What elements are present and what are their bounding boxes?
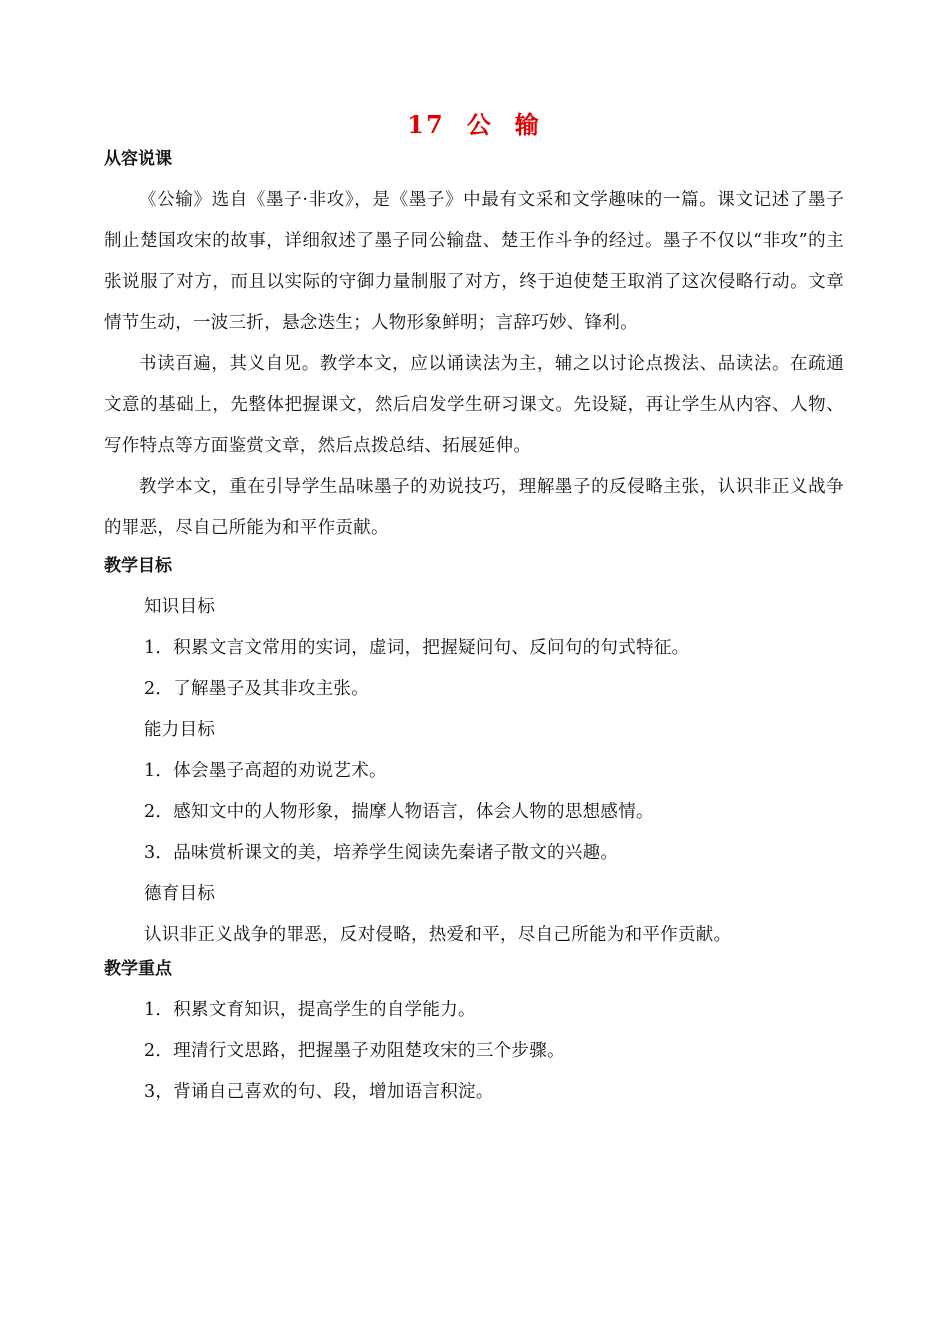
section-heading-zhongdian: 教学重点 [104,959,172,979]
subheading-zhishi: 知识目标 [144,597,216,617]
section-heading-congrong: 从容说课 [104,149,172,169]
subheading-nengli: 能力目标 [144,720,216,740]
subheading-deyu: 德育目标 [144,884,216,904]
title-char-1: 公 [466,110,493,139]
section-heading-mubiao: 教学目标 [104,556,172,576]
list-item-nengli-3: 3．品味赏析课文的美，培养学生阅读先秦诸子散文的兴趣。 [144,843,619,863]
list-item-zhishi-1: 1．积累文言文常用的实词，虚词，把握疑问句、反问句的句式特征。 [144,638,690,658]
list-item-nengli-2: 2．感知文中的人物形象，揣摩人物语言，体会人物的思想感情。 [144,802,654,822]
title-char-2: 输 [514,110,541,139]
paragraph-intro-2: 书读百遍，其义自见。教学本文，应以诵读法为主，辅之以讨论点拨法、品读法。在疏通文意的基础上，先整体把握课文，然后启发学生研习课文。先设疑，再让学生从内容、人物、写作特点等方面鉴赏文章，然后点拨总结、拓展延伸。 [104,354,844,456]
title-number: 17 [407,110,445,139]
paragraph-intro-1: 《公输》选自《墨子·非攻》，是《墨子》中最有文采和文学趣味的一篇。课文记述了墨子制止楚国攻宋的故事，详细叙述了墨子同公输盘、楚王作斗争的经过。墨子不仅以“非攻”的主张说服了对方，而且以实际的守御力量制服了对方，终于迫使楚王取消了这次侵略行动。文章情节生动，一波三折，悬念迭生；人物形象鲜明；言辞巧妙、锋利。 [104,190,844,333]
list-item-zhongdian-1: 1．积累文育知识，提高学生的自学能力。 [144,1000,476,1020]
list-item-nengli-1: 1．体会墨子高超的劝说艺术。 [144,761,387,781]
list-item-zhongdian-3: 3，背诵自己喜欢的句、段，增加语言积淀。 [144,1082,494,1102]
deyu-text: 认识非正义战争的罪恶，反对侵略，热爱和平，尽自己所能为和平作贡献。 [144,925,732,945]
document-page [104,108,844,1113]
paragraph-intro-3: 教学本文，重在引导学生品味墨子的劝说技巧，理解墨子的反侵略主张，认识非正义战争的罪恶，尽自己所能为和平作贡献。 [104,477,844,538]
list-item-zhishi-2: 2．了解墨子及其非攻主张。 [144,679,370,699]
list-item-zhongdian-2: 2．理清行文思路，把握墨子劝阻楚攻宋的三个步骤。 [144,1041,565,1061]
document-title [104,108,844,142]
